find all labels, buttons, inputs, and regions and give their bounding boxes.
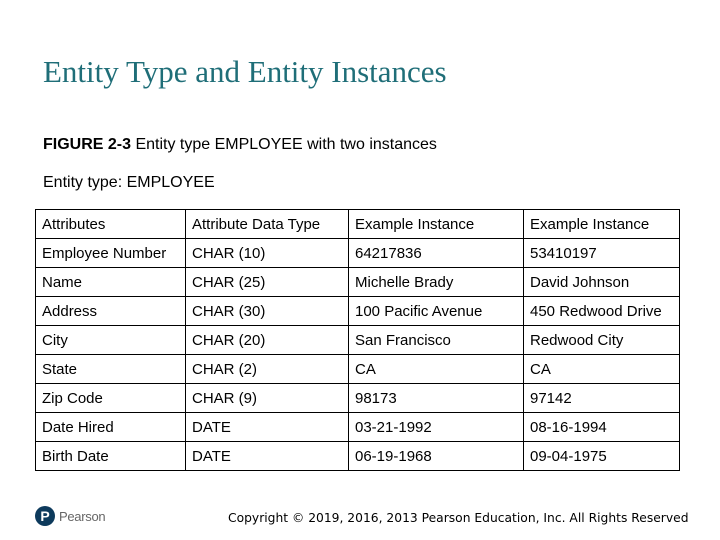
- table-header-row: [36, 210, 680, 239]
- table-row: [36, 326, 680, 355]
- table-row: [36, 239, 680, 268]
- table-cell: CHAR (20): [186, 326, 349, 355]
- header-cell: Example Instance: [349, 210, 524, 239]
- table-cell: CHAR (25): [186, 268, 349, 297]
- table-row: [36, 268, 680, 297]
- attributes-table: [35, 209, 680, 471]
- table-cell: 53410197: [524, 239, 680, 268]
- table-cell: 97142: [524, 384, 680, 413]
- table-cell: CA: [349, 355, 524, 384]
- table-cell: Employee Number: [36, 239, 186, 268]
- table-cell: Date Hired: [36, 413, 186, 442]
- header-cell: Attributes: [36, 210, 186, 239]
- table-cell: Redwood City: [524, 326, 680, 355]
- table-cell: Name: [36, 268, 186, 297]
- table-cell: City: [36, 326, 186, 355]
- table-cell: State: [36, 355, 186, 384]
- pearson-logo-icon: P: [35, 506, 55, 526]
- table-row: [36, 297, 680, 326]
- table-cell: DATE: [186, 413, 349, 442]
- table-cell: CHAR (9): [186, 384, 349, 413]
- table-row: [36, 442, 680, 471]
- table-cell: DATE: [186, 442, 349, 471]
- table-row: [36, 355, 680, 384]
- table-row: [36, 384, 680, 413]
- table-cell: Address: [36, 297, 186, 326]
- table-cell: 08-16-1994: [524, 413, 680, 442]
- table-row: [36, 413, 680, 442]
- table-cell: CHAR (30): [186, 297, 349, 326]
- table-cell: 100 Pacific Avenue: [349, 297, 524, 326]
- table-cell: Birth Date: [36, 442, 186, 471]
- copyright-notice: Copyright © 2019, 2016, 2013 Pearson Education, Inc. All Rights Reserved: [228, 511, 689, 525]
- pearson-logo: [35, 506, 105, 526]
- table-cell: 03-21-1992: [349, 413, 524, 442]
- header-cell: Attribute Data Type: [186, 210, 349, 239]
- slide-title: Entity Type and Entity Instances: [43, 54, 447, 89]
- table-cell: CA: [524, 355, 680, 384]
- table-cell: CHAR (10): [186, 239, 349, 268]
- table-cell: 98173: [349, 384, 524, 413]
- table-cell: Zip Code: [36, 384, 186, 413]
- table-cell: 64217836: [349, 239, 524, 268]
- figure-caption: [43, 136, 437, 154]
- figure-label: FIGURE 2-3: [43, 136, 132, 153]
- table-cell: 450 Redwood Drive: [524, 297, 680, 326]
- table-cell: 09-04-1975: [524, 442, 680, 471]
- figure-caption-text: Entity type EMPLOYEE with two instances: [131, 136, 437, 153]
- table-cell: 06-19-1968: [349, 442, 524, 471]
- entity-type-label: Entity type: EMPLOYEE: [43, 174, 215, 191]
- table-cell: David Johnson: [524, 268, 680, 297]
- pearson-logo-text: Pearson: [59, 508, 106, 524]
- header-cell: Example Instance: [524, 210, 680, 239]
- table-cell: San Francisco: [349, 326, 524, 355]
- table-cell: Michelle Brady: [349, 268, 524, 297]
- table-cell: CHAR (2): [186, 355, 349, 384]
